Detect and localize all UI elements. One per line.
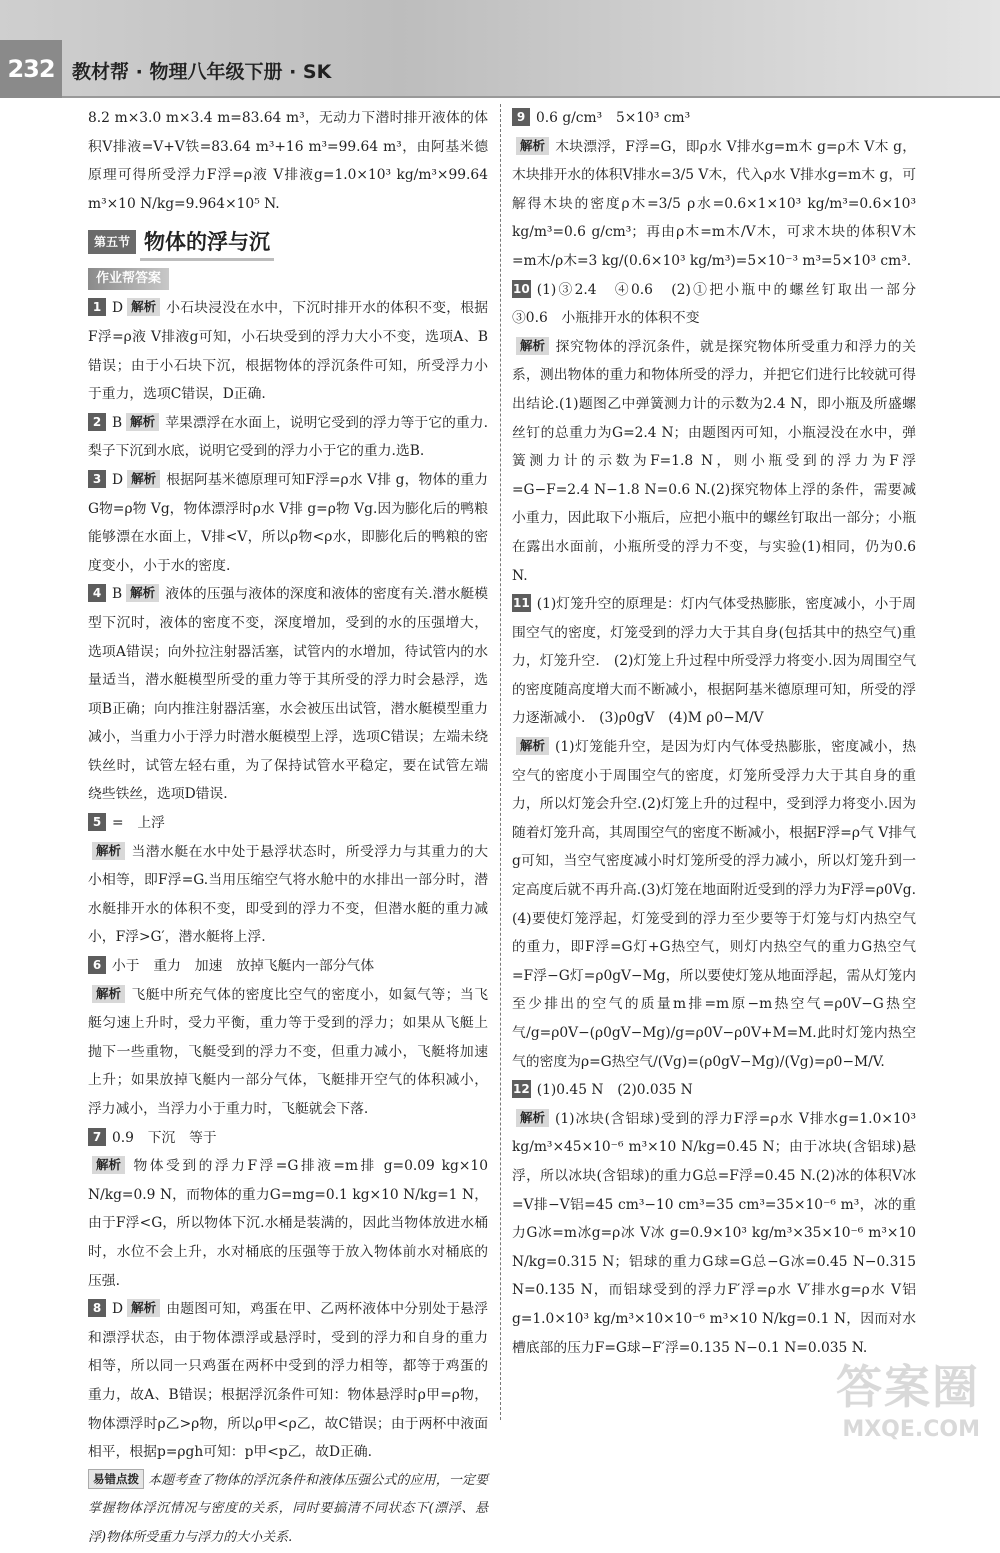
answer-value: (1)灯笼升空的原理是：灯内气体受热膨胀，密度减小，小于周围空气的密度，灯笼受到的浮力大于其自身(包括其中的热空气)重力，灯笼升空. (2)灯笼上升过程中所受浮力将变小.因为周围空气的密度随高度增大而不断减小，根据阿基米德原理可知，所受的浮力逐渐减小. (3)ρ0gV (4)M ρ0−M/V [512,596,916,727]
question-number: 4 [88,584,106,602]
error-tip-text: 本题考查了物体的浮沉条件和液体压强公式的应用，一定要掌握物体浮沉情况与密度的关系，同时要搞清不同状态下(漂浮、悬浮)物体所受重力与浮力的大小关系. [88,1472,488,1545]
analysis-text: 液体的压强与液体的深度和液体的密度有关.潜水艇模型下沉时，液体的密度不变，深度增加，受到的水的压强增大，选项A错误；向外拉注射器活塞，试管内的水增加，待试管内的水量适当，潜水艇模型所受的重力等于其所受的浮力时会悬浮，选项B正确；向内推注射器活塞，水会被压出试管，潜水艇模型重力减小，当重力小于浮力时潜水艇模型上浮，选项C错误；左端未绕铁丝时，试管左轻右重，为了保持试管水平稳定，要在试管左端绕些铁丝，选项D错误. [88,586,488,803]
analysis-text: 探究物体的浮沉条件，就是探究物体所受重力和浮力的关系，测出物体的重力和物体所受的浮力，并把它们进行比较就可得出结论.(1)题图乙中弹簧测力计的示数为2.4 N，即小瓶及所盛螺丝钉的总重力为G=2.4 N；由题图丙可知，小瓶浸没在水中，弹簧测力计的示数为F=1.8 N，则小瓶受到的浮力为F浮=G−F=2.4 N−1.8 N=0.6 N.(2)探究物体上浮的条件，需要减小重力，因此取下小瓶后，应把小瓶中的螺丝钉取出一部分；小瓶在露出水面前，小瓶所受的浮力不变，与实验(1)相同，仍为0.6 N. [512,338,916,584]
analysis-text: (1)冰块(含铝球)受到的浮力F浮=ρ水 V排水g=1.0×10³ kg/m³×45×10⁻⁶ m³×10 N/kg=0.45 N；由于冰块(含铝球)悬浮，所以冰块(含铝球)的重力G总=F浮=0.45 N.(2)冰的体积V冰=V排−V铝=45 cm³−10 cm³=35 cm³=35×10⁻⁶ m³，冰的重力G冰=m冰g=ρ冰 V冰 g=0.9×10³ kg/m³×35×10⁻⁶ m³×10 N/kg=0.315 N；铝球的重力G球=G总−G冰=0.45 N−0.315 N=0.135 N，而铝球受到的浮力F′浮=ρ水 V′排水g=ρ水 V铝g=1.0×10³ kg/m³×10×10⁻⁶ m³×10 N/kg=0.1 N，因而对水槽底部的压力F=G球−F′浮=0.135 N−0.1 N=0.035 N. [512,1110,916,1356]
page-number: 232 [0,40,62,98]
answer-value: B [112,414,123,431]
analysis-label: 解析 [516,1109,549,1127]
watermark-logo [790,1357,980,1457]
question-number: 1 [88,298,106,316]
analysis-12 [512,1105,916,1362]
analysis-text: 当潜水艇在水中处于悬浮状态时，所受浮力与其重力的大小相等，即F浮=G.当用压缩空气将水舱中的水排出一部分时，潜水艇排开水的体积不变，即受到的浮力不变，但潜水艇的重力减小，F浮>G′，潜水艇将上浮. [88,843,488,946]
question-number: 5 [88,813,106,831]
question-number: 11 [513,596,530,611]
analysis-label: 解析 [127,298,160,316]
analysis-text: 根据阿基米德原理可知F浮=ρ水 V排 g，物体的重力G物=ρ物 Vg，物体漂浮时ρ水 V排 g=ρ物 Vg.因为膨化后的鸭粮能够漂在水面上，V排<V，所以ρ物<ρ水，即膨化后的鸭粮的密度变小，小于水的密度. [88,471,488,574]
analysis-7 [88,1152,488,1295]
question-number: 7 [88,1128,106,1146]
analysis-text: 飞艇中所充气体的密度比空气的密度小，如氦气等；当飞艇匀速上升时，受力平衡，重力等于受到的浮力；如果从飞艇上抛下一些重物，飞艇受到的浮力不变，但重力减小，飞艇将加速上升；如果放掉飞艇内一部分气体，飞艇排开空气的体积减小，浮力减小，当浮力小于重力时，飞艇就会下落. [88,986,488,1117]
analysis-label: 解析 [126,584,159,602]
analysis-label: 解析 [126,413,159,431]
analysis-label: 解析 [127,470,160,488]
answer-value: 0.9 下沉 等于 [112,1129,217,1146]
analysis-9 [512,133,916,276]
analysis-label: 解析 [516,337,549,355]
answer-value: D [112,300,124,317]
question-number: 2 [88,413,106,431]
answer-item-6 [88,952,488,981]
analysis-6 [88,981,488,1124]
header-rule [62,96,1000,98]
answer-item-4 [88,580,488,809]
section-badge: 第五节 [88,230,136,254]
column-divider [500,104,501,1420]
answer-value: B [112,586,123,603]
answer-value: D [112,1301,124,1318]
question-number: 10 [513,281,530,296]
analysis-text: 物体受到的浮力F浮=G排液=m排 g=0.09 kg×10 N/kg=0.9 N，而物体的重力G=mg=0.1 kg×10 N/kg=1 N，由于F浮<G，所以物体下沉.水桶是装满的，因此当物体放进水桶时，水位不会上升，水对桶底的压强等于放入物体前水对桶底的压强. [88,1158,488,1289]
answer-item-11 [512,590,916,733]
left-column [88,104,488,1553]
analysis-label: 解析 [92,1156,125,1174]
question-number: 6 [88,956,106,974]
error-tip-label: 易错点拨 [88,1469,144,1489]
question-number: 3 [88,470,106,488]
continued-text: 8.2 m×3.0 m×3.4 m=83.64 m³，无动力下潜时排开液体的体积V排液=V+V铁=83.64 m³+16 m³=99.64 m³，由阿基米德原理可得所受浮力F浮=ρ液 V排液g=1.0×10³ kg/m³×99.64 m³×10 N/kg=9.964×10⁵ N. [88,110,488,212]
error-tip [88,1467,488,1553]
answer-item-2 [88,409,488,466]
watermark-text: 答案圈 [836,1360,980,1414]
answer-item-1 [88,294,488,408]
answer-value: (1)③2.4 ④0.6 (2)①把小瓶中的螺丝钉取出一部分 ③0.6 小瓶排开水的体积不变 [512,281,930,327]
answer-item-8 [88,1295,488,1467]
analysis-label: 解析 [92,985,125,1003]
answer-value: 小于 重力 加速 放掉飞艇内一部分气体 [112,958,375,975]
answers-subheader: 作业帮答案 [88,268,169,290]
book-title: 教材帮 · 物理八年级下册 · SK [72,61,332,83]
answer-value: (1)0.45 N (2)0.035 N [536,1082,693,1099]
analysis-text: (1)灯笼能升空，是因为灯内气体受热膨胀，密度减小，热空气的密度小于周围空气的密度，灯笼所受浮力大于其自身的重力，所以灯笼会升空.(2)灯笼上升的过程中，受到浮力将变小.因为随着灯笼升高，其周围空气的密度不断减小，根据F浮=ρ气 V排气g可知，当空气密度减小时灯笼所受的浮力减小，所以灯笼升到一定高度后就不再升高.(3)灯笼在地面附近受到的浮力为F浮=ρ0Vg.(4)要使灯笼浮起，灯笼受到的浮力至少要等于灯笼与灯内热空气的重力，即F浮=G灯+G热空气，则灯内热空气的重力G热空气=F浮−G灯=ρ0gV−Mg，所以要使灯笼从地面浮起，需从灯笼内至少排出的空气的质量m排=m原−m热空气=ρ0V−G热空气/g=ρ0V−(ρ0gV−Mg)/g=ρ0V−ρ0V+M=M.此时灯笼内热空气的密度为ρ=G热空气/(Vg)=(ρ0gV−Mg)/(Vg)=ρ0−M/V. [512,739,916,1070]
analysis-5 [88,838,488,952]
analysis-text: 小石块浸没在水中，下沉时排开水的体积不变，根据F浮=ρ液 V排液g可知，小石块受到的浮力大小不变，选项A、B错误；由于小石块下沉，根据物体的浮沉条件可知，所受浮力小于重力，选项C错误，D正确. [88,300,488,403]
analysis-10 [512,333,916,590]
analysis-text: 苹果漂浮在水面上，说明它受到的浮力等于它的重力.梨子下沉到水底，说明它受到的浮力小于它的重力.选B. [88,414,488,460]
analysis-label: 解析 [92,842,125,860]
question-number: 12 [513,1082,530,1097]
answer-value: = 上浮 [112,815,165,832]
question-number: 8 [88,1299,106,1317]
analysis-text: 由题图可知，鸡蛋在甲、乙两杯液体中分别处于悬浮和漂浮状态，由于物体漂浮或悬浮时，受到的浮力和自身的重力相等，所以同一只鸡蛋在两杯中受到的浮力相等，都等于鸡蛋的重力，故A、B错误；根据浮沉条件可知：物体悬浮时ρ甲=ρ物，物体漂浮时ρ乙>ρ物，所以ρ甲<ρ乙，故C错误；由于两杯中液面相平，根据p=ρgh可知：p甲<p乙，故D正确. [88,1301,488,1461]
answer-item-5 [88,809,488,838]
right-column [512,104,930,1362]
page-header [0,0,1000,98]
section-title [88,226,488,258]
analysis-label: 解析 [127,1299,160,1317]
question-number: 9 [512,108,530,126]
answer-item-9 [512,104,916,133]
answer-value: D [112,471,124,488]
watermark-url: MXQE.COM [842,1417,980,1442]
answer-item-10 [512,276,930,333]
answer-item-3 [88,466,488,580]
section-heading: 物体的浮与沉 [140,226,274,261]
answer-item-7 [88,1124,488,1153]
answer-item-12 [512,1076,916,1105]
analysis-text: 木块漂浮，F浮=G，即ρ水 V排水g=m木 g=ρ木 V木 g，木块排开水的体积V排水=3/5 V木，代入ρ水 V排水g=m木 g，可解得木块的密度ρ木=3/5 ρ水=0.6×1×10³ kg/m³=0.6×10³ kg/m³=0.6 g/cm³；再由ρ木=m木/V木，可求木块的体积V木=m木/ρ木=3 kg/(0.6×10³ kg/m³)=5×10⁻³ m³=5×10³ cm³. [512,138,916,269]
answer-value: 0.6 g/cm³ 5×10³ cm³ [536,110,691,126]
analysis-label: 解析 [516,137,549,155]
analysis-11 [512,733,916,1076]
analysis-label: 解析 [516,737,549,755]
